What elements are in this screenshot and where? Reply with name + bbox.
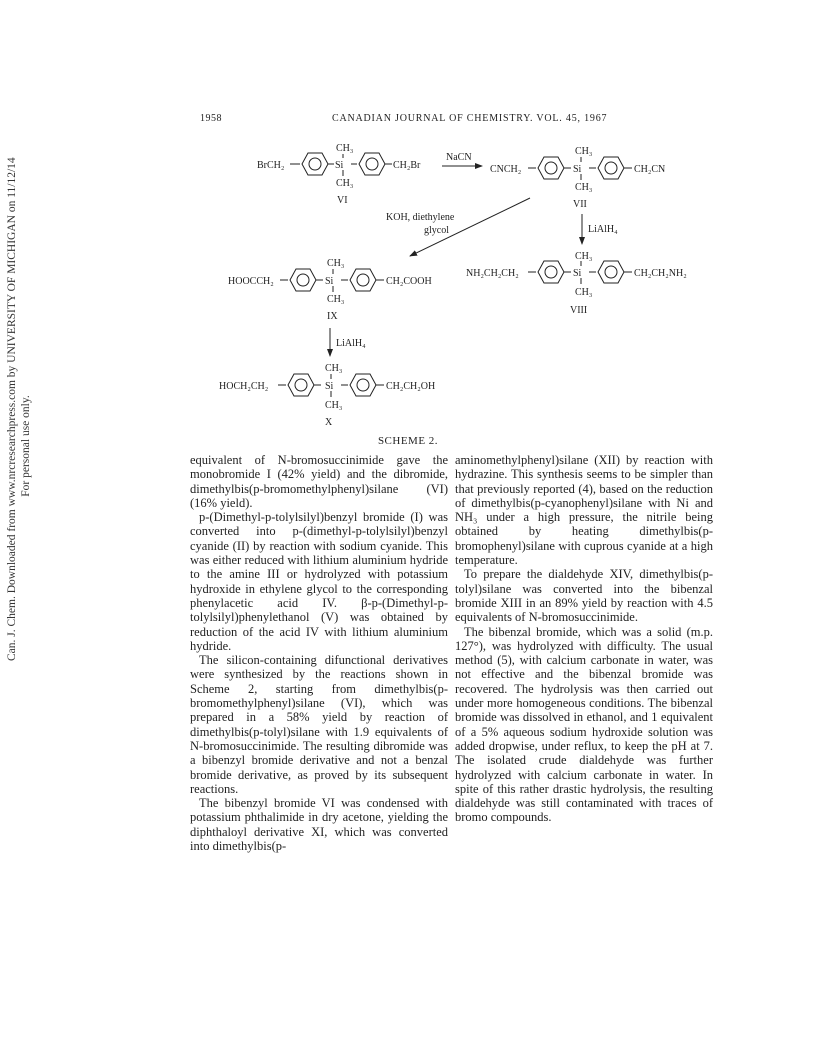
svg-text:CH₃: CH₃ <box>575 146 593 157</box>
column-right <box>455 453 713 825</box>
reagent-koh-1: KOH, diethylene <box>386 212 455 223</box>
svg-text:VII: VII <box>573 199 587 210</box>
download-notice: Can. J. Chem. Downloaded from www.nrcresearchpress.com by UNIVERSITY OF MICHIGAN on 11/12/14 <box>6 157 18 661</box>
svg-text:CNCH₂: CNCH₂ <box>490 164 522 175</box>
compound-VIII <box>466 251 687 316</box>
compound-VI <box>257 143 421 206</box>
svg-text:CH₂CH₂OH: CH₂CH₂OH <box>386 381 436 392</box>
svg-text:Si: Si <box>325 276 334 287</box>
reagent-lialh4-a: LiAlH₄ <box>588 224 618 235</box>
compound-IX <box>228 258 432 322</box>
svg-text:CH₃: CH₃ <box>575 182 593 193</box>
svg-text:Si: Si <box>573 268 582 279</box>
svg-text:Si: Si <box>335 160 344 171</box>
svg-text:VI: VI <box>337 195 348 206</box>
svg-text:CH₃: CH₃ <box>575 287 593 298</box>
svg-text:HOOCCH₂: HOOCCH₂ <box>228 276 274 287</box>
svg-text:CH₃: CH₃ <box>336 143 354 154</box>
paragraph: aminomethylphenyl)silane (XII) by reaction with hydrazine. This synthesis seems to be simpler than that previously reported (4), based on the reduction of dimethylbis(p-cyanophenyl)silane with Ni and NH₃ under a high pressure, the nitrile being obtained by heating dimethylbis(p-bromophenyl)silane with cuprous cyanide at a high temperature. <box>455 453 713 568</box>
paragraph: The silicon-containing difunctional derivatives were synthesized by the reactions shown in Scheme 2, starting from dimethylbis(p-bromomethylphenyl)silane (VI), which was prepared in a 58% yield by reaction of dimethylbis(p-tolyl)silane with 1.9 equivalents of N-bromosuccinimide. The resulting dibromide was a bibenzyl bromide derivative and not a benzal bromide derivative, as proved by its subsequent reactions. <box>190 653 448 796</box>
reagent-nacn: NaCN <box>446 152 472 163</box>
svg-text:HOCH₂CH₂: HOCH₂CH₂ <box>219 381 269 392</box>
reagent-koh-2: glycol <box>424 225 449 236</box>
compound-X <box>219 363 435 428</box>
page-number: 1958 <box>200 113 222 124</box>
svg-text:Si: Si <box>573 164 582 175</box>
svg-text:CH₃: CH₃ <box>327 258 345 269</box>
svg-text:X: X <box>325 417 333 428</box>
svg-text:CH₃: CH₃ <box>325 400 343 411</box>
svg-text:CH₃: CH₃ <box>327 294 345 305</box>
svg-text:Si: Si <box>325 381 334 392</box>
svg-text:VIII: VIII <box>570 305 588 316</box>
reagent-lialh4-b: LiAlH₄ <box>336 338 366 349</box>
scheme-caption: SCHEME 2. <box>377 435 439 447</box>
paragraph: The bibenzyl bromide VI was condensed with potassium phthalimide in dry acetone, yielding the diphthaloyl derivative XI, which was converted into dimethylbis(p- <box>190 796 448 854</box>
svg-text:BrCH₂: BrCH₂ <box>257 160 285 171</box>
paragraph: To prepare the dialdehyde XIV, dimethylbis(p-tolyl)silane was converted into the bibenzal bromide XIII in an 89% yield by reaction with 4.5 equivalents of N-bromosuccinimide. <box>455 567 713 625</box>
svg-text:CH₃: CH₃ <box>575 251 593 262</box>
paragraph: p-(Dimethyl-p-tolylsilyl)benzyl bromide (I) was converted into p-(dimethyl-p-tolylsilyl)benzyl cyanide (II) by reaction with sodium cyanide. This was either reduced with lithium aluminium hydride to the amine III or hydrolyzed with potassium hydroxide in ethylene glycol to the corresponding phenylacetic acid IV. β-p-(Dimethyl-p-tolylsilyl)phenylethanol (V) was obtained by reduction of the acid IV with lithium aluminium hydride. <box>190 510 448 653</box>
reaction-scheme <box>0 0 816 440</box>
svg-text:CH₂CH₂NH₂: CH₂CH₂NH₂ <box>634 268 687 279</box>
svg-text:CH₂COOH: CH₂COOH <box>386 276 432 287</box>
running-header: CANADIAN JOURNAL OF CHEMISTRY. VOL. 45, 1967 <box>332 113 608 124</box>
svg-text:CH₂CN: CH₂CN <box>634 164 666 175</box>
svg-text:IX: IX <box>327 311 338 322</box>
svg-text:CH₃: CH₃ <box>336 178 354 189</box>
compound-VII <box>490 146 665 210</box>
svg-text:CH₂Br: CH₂Br <box>393 160 421 171</box>
svg-text:NH₂CH₂CH₂: NH₂CH₂CH₂ <box>466 268 519 279</box>
svg-text:CH₃: CH₃ <box>325 363 343 374</box>
column-left <box>190 453 448 853</box>
paragraph: The bibenzal bromide, which was a solid (m.p. 127°), was hydrolyzed with difficulty. The usual method (5), with calcium carbonate in water, was not effective and the bibenzal bromide was recovered. The hydrolysis was then carried out under more homogeneous conditions. The bibenzal bromide was dissolved in ethanol, and 1 equivalent of a 5% aqueous sodium hydroxide solution was added dropwise, under reflux, to keep the pH at 7. The isolated crude dialdehyde was further hydrolyzed with calcium carbonate in water. In spite of this rather drastic hydrolysis, the resulting dialdehyde was still contaminated with traces of bromo compounds. <box>455 624 713 825</box>
paragraph: equivalent of N-bromosuccinimide gave the monobromide I (42% yield) and the dibromide, dimethylbis(p-bromomethylphenyl)silane (VI) (16% yield). <box>190 453 448 510</box>
personal-use-notice: For personal use only. <box>20 395 32 497</box>
